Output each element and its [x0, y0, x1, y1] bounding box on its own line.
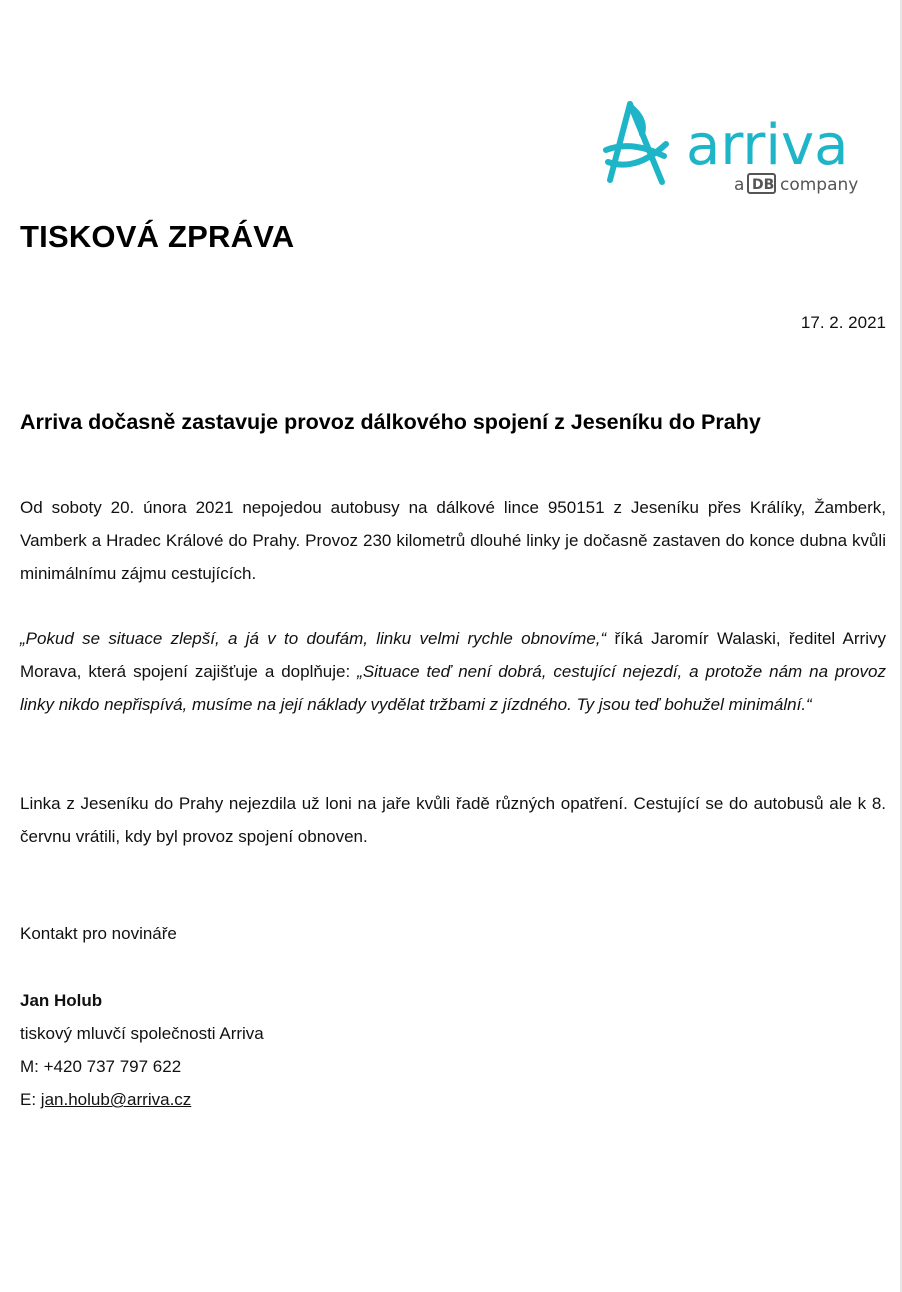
contact-email-link[interactable]: jan.holub@arriva.cz: [40, 1090, 192, 1109]
logo-tagline-suffix: company: [780, 175, 859, 195]
document-title: TISKOVÁ ZPRÁVA: [20, 219, 295, 254]
quote-walaski-1: „Pokud se situace zlepší, a já v to doufám, linku velmi rychle obnovíme,“: [20, 629, 607, 648]
phone-prefix: M:: [20, 1057, 44, 1076]
arriva-logo: [602, 100, 878, 196]
logo-tagline-prefix: a: [734, 175, 745, 195]
logo-wordmark: arriva: [686, 113, 849, 178]
contact-email-line: [20, 1083, 264, 1116]
db-badge-text: DB: [752, 177, 775, 193]
email-prefix: E:: [20, 1090, 41, 1109]
contact-block: [20, 984, 264, 1116]
press-headline: Arriva dočasně zastavuje provoz dálkového spojení z Jeseníku do Prahy: [20, 410, 761, 434]
contact-name: Jan Holub: [20, 991, 103, 1010]
paragraph-2-attribution: říká Jaromír Walaski, ředitel Arrivy Morava, která spojení zajišťuje a doplňuje:: [20, 629, 886, 681]
paragraph-1: Od soboty 20. února 2021 nepojedou autobusy na dálkové lince 950151 z Jeseníku přes Králíky, Žamberk, Vamberk a Hradec Králové do Prahy. Provoz 230 kilometrů dlouhé linky je dočasně zastaven do konce dubna kvůli minimálnímu zájmu cestujících.: [20, 498, 886, 583]
contact-role: tiskový mluvčí společnosti Arriva: [20, 1024, 264, 1043]
arriva-symbol-icon: [606, 104, 666, 182]
quote-walaski-2: „Situace teď není dobrá, cestující nejezdí, a protože nám na provoz linky nikdo nepřispívá, musíme na její náklady vydělat tržbami z jízdného. Ty jsou teď bohužel minimální.“: [20, 662, 887, 714]
paragraph-2: [20, 622, 886, 721]
contact-label: Kontakt pro novináře: [20, 924, 177, 943]
document-date: 17. 2. 2021: [800, 313, 886, 332]
contact-phone: +420 737 797 622: [43, 1057, 182, 1076]
paragraph-3: Linka z Jeseníku do Prahy nejezdila už loni na jaře kvůli řadě různých opatření. Cestující se do autobusů ale k 8. červnu vrátili, kdy byl provoz spojení obnoven.: [20, 794, 886, 846]
arriva-logo-svg: [602, 100, 878, 196]
contact-phone-line: [20, 1050, 264, 1083]
